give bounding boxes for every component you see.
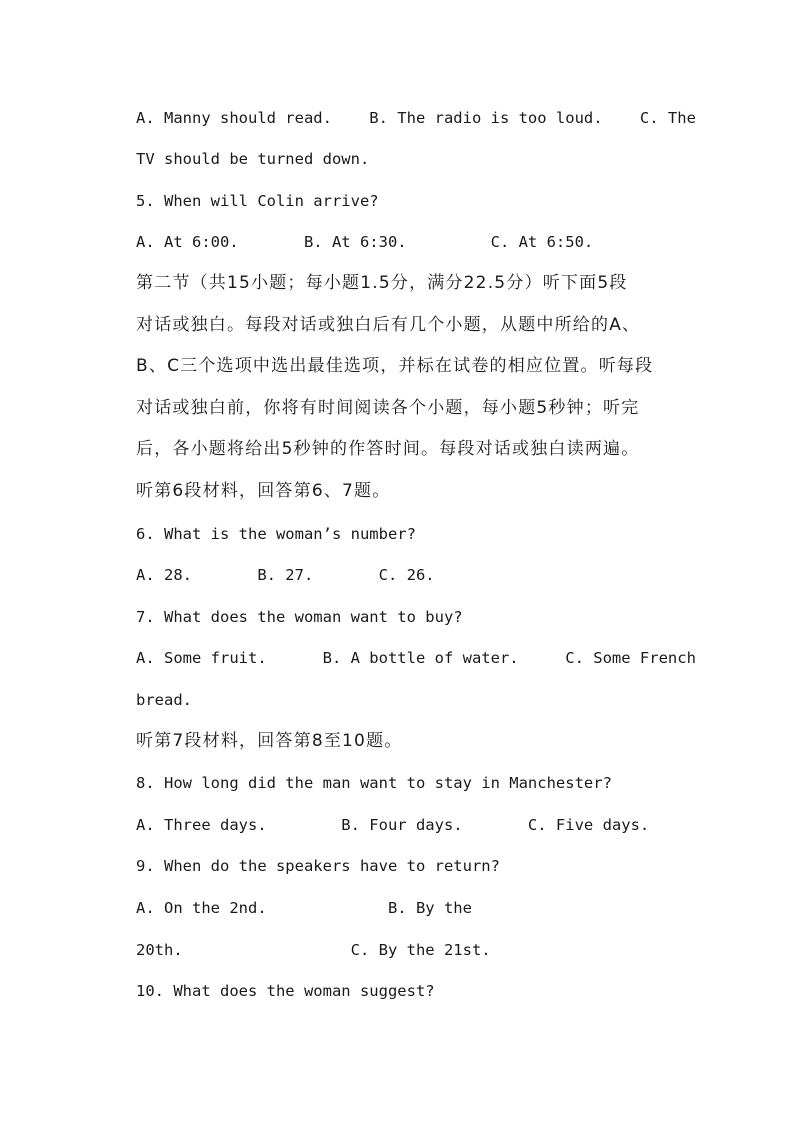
section2-instructions-line4: 对话或独白前，你将有时间阅读各个小题，每小题5秒钟；听完 <box>136 398 640 418</box>
passage7-heading: 听第7段材料，回答第8至10题。 <box>136 731 403 751</box>
q7-options-line2: bread. <box>136 691 192 709</box>
q7-options-line1: A. Some fruit. B. A bottle of water. C. Some French <box>136 649 696 667</box>
q9-options-line2: 20th. C. By the 21st. <box>136 941 491 959</box>
q10-question: 10. What does the woman suggest? <box>136 982 435 1000</box>
q5-question: 5. When will Colin arrive? <box>136 192 379 210</box>
q8-question: 8. How long did the man want to stay in Manchester? <box>136 774 612 792</box>
q7-question: 7. What does the woman want to buy? <box>136 608 463 626</box>
q9-options-line1: A. On the 2nd. B. By the <box>136 899 472 917</box>
q4-options-line1: A. Manny should read. B. The radio is too loud. C. The <box>136 109 696 127</box>
q9-question: 9. When do the speakers have to return? <box>136 857 500 875</box>
q6-question: 6. What is the woman’s number? <box>136 525 416 543</box>
section2-instructions-line2: 对话或独白。每段对话或独白后有几个小题，从题中所给的A、 <box>136 315 641 335</box>
section2-instructions-line1: 第二节（共15小题；每小题1.5分，满分22.5分）听下面5段 <box>136 273 628 293</box>
section2-instructions-line5: 后，各小题将给出5秒钟的作答时间。每段对话或独白读两遍。 <box>136 439 640 459</box>
section2-instructions-line3: B、C三个选项中选出最佳选项，并标在试卷的相应位置。听每段 <box>136 356 654 376</box>
passage6-heading: 听第6段材料，回答第6、7题。 <box>136 481 391 501</box>
q6-options: A. 28. B. 27. C. 26. <box>136 566 435 584</box>
q8-options: A. Three days. B. Four days. C. Five days. <box>136 816 650 834</box>
q4-options-line2: TV should be turned down. <box>136 150 370 168</box>
q5-options: A. At 6:00. B. At 6:30. C. At 6:50. <box>136 233 594 251</box>
